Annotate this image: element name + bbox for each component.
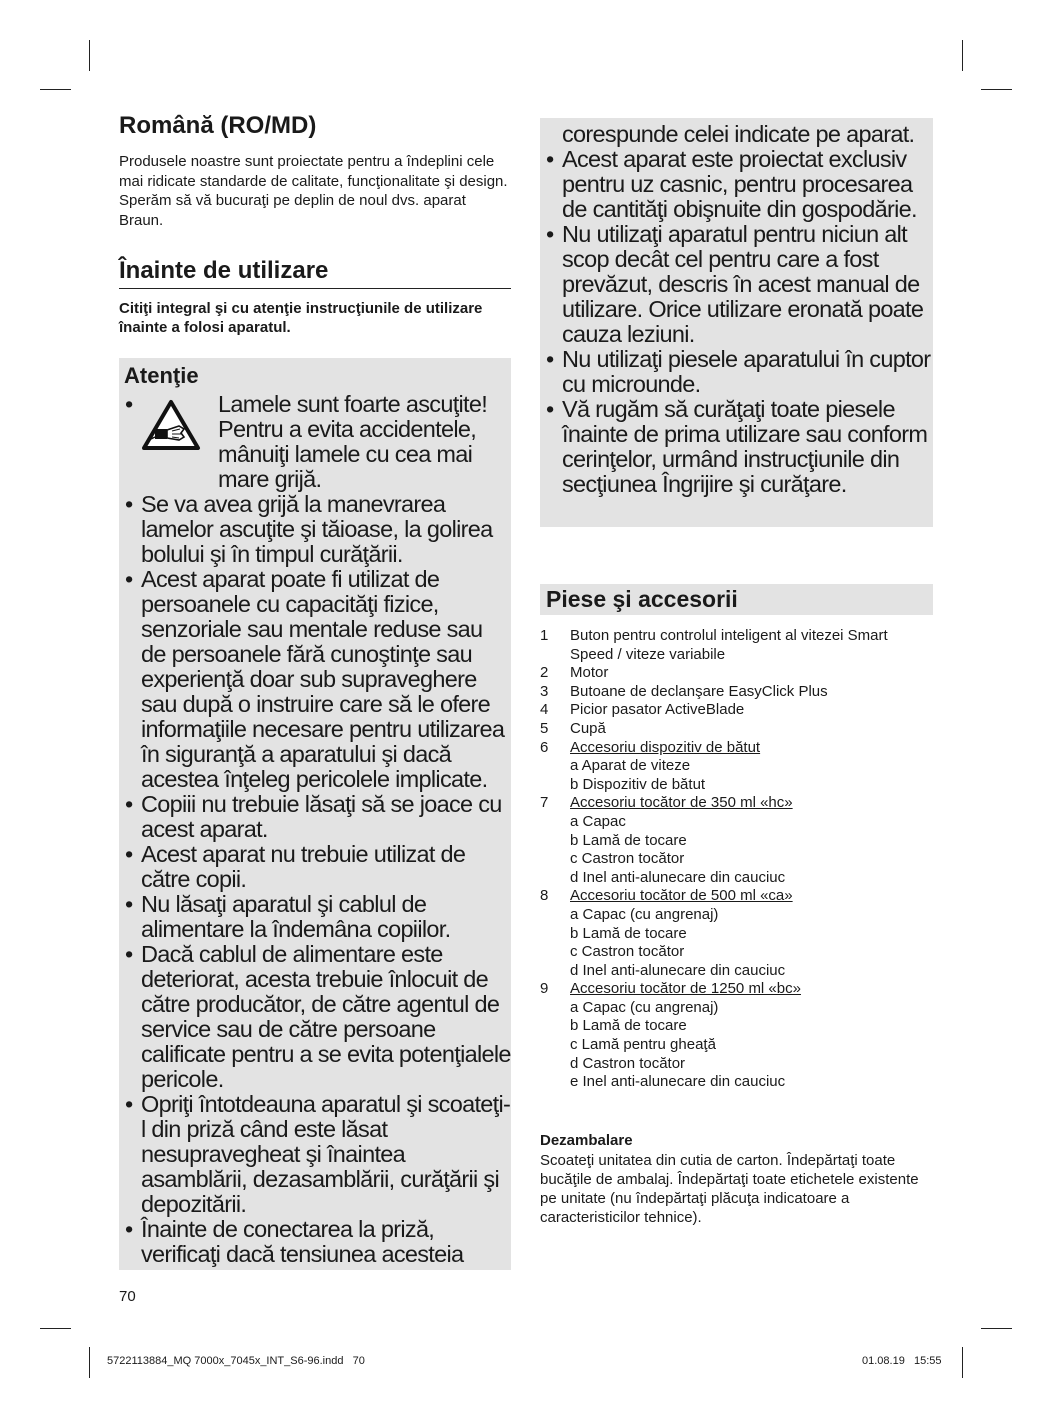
part-label: d Castron tocător (570, 1054, 686, 1072)
part-label: Accesoriu tocător de 350 ml «hc» (570, 794, 793, 812)
crop-mark (981, 1328, 1012, 1329)
warning-bullet-text: Copiii nu trebuie lăsaţi să se joace cu acest aparat. (141, 791, 502, 842)
warning-bullet-item (119, 792, 511, 842)
warning-bullet-text: Acest aparat poate fi utilizat de persoanele cu capacităţi fizice, senzoriale sau mentale reduse sau de persoanele fără cunoştinţe sau experienţă doar sub supraveghere sau după o instruire care să le ofere informaţiile necesare pentru utilizarea în siguranţă a aparatului şi dacă acestea înţeleg pericolele implicate. (141, 566, 505, 792)
parts-list-item (540, 1073, 940, 1092)
part-number (540, 869, 570, 888)
part-label: b Lamă de tocare (570, 924, 687, 942)
crop-mark (89, 40, 90, 71)
bullet-dot: • (125, 941, 133, 967)
part-label: Motor (570, 664, 609, 682)
parts-list-item (540, 701, 940, 720)
part-number (540, 925, 570, 944)
parts-list-item (540, 664, 940, 683)
warning-bullet-text: Dacă cablul de alimentare este deteriorat, acesta trebuie înlocuit de către producător, de către agentul de service sau de către persoane calificate pentru a se evita potenţialele pericole. (141, 941, 511, 1092)
warning-box-continued (540, 118, 933, 527)
warning-bullet-item (119, 1092, 511, 1217)
parts-list-item (540, 1036, 940, 1055)
part-label: c Castron tocător (570, 943, 685, 961)
parts-list-item (540, 720, 940, 739)
part-label: Cupă (570, 719, 606, 737)
parts-list-item (540, 999, 940, 1018)
warning-continued-text: corespunde celei indicate pe aparat. (562, 121, 915, 147)
bullet-dot: • (125, 391, 133, 417)
parts-list-item (540, 869, 940, 888)
page-number: 70 (119, 1288, 136, 1305)
part-number: 3 (540, 682, 549, 700)
part-number: 4 (540, 701, 549, 719)
warning-bullet-text: Nu lăsaţi aparatul şi cablul de alimentare la îndemâna copiilor. (141, 891, 451, 942)
parts-list-item (540, 813, 940, 832)
warning-box (119, 358, 511, 1270)
part-number (540, 906, 570, 925)
unpacking-text: Scoateţi unitatea din cutia de carton. Îndepărtaţi toate bucăţile de ambalaj. Îndepărtaţi toate etichetele existente pe unitate (nu îndepărtaţi plăcuţa indicatoare a caracteristicilor tehnice). (540, 1152, 919, 1226)
bullet-dot: • (125, 891, 133, 917)
part-number: 7 (540, 794, 549, 812)
part-label: c Castron tocător (570, 850, 685, 868)
parts-list-item (540, 627, 940, 646)
parts-list-item (540, 646, 940, 665)
part-number: 1 (540, 627, 549, 644)
part-label: c Lamă pentru gheaţă (570, 1036, 716, 1054)
part-label: d Inel anti-alunecare din cauciuc (570, 961, 786, 979)
part-number (540, 850, 570, 869)
part-label: Accesoriu tocător de 500 ml «ca» (570, 887, 793, 905)
part-label: b Lamă de tocare (570, 1017, 687, 1035)
warning-bullet-item (119, 892, 511, 942)
part-number (540, 1073, 570, 1092)
part-number: 2 (540, 664, 549, 682)
part-number (540, 1036, 570, 1055)
bullet-dot: • (125, 1091, 133, 1117)
part-label: Accesoriu dispozitiv de bătut (570, 738, 761, 756)
warning-bullet-text: Se va avea grijă la manevrarea lamelor ascuţite şi tăioase, la golirea bolului şi în timpul curăţării. (141, 491, 493, 567)
part-number (540, 776, 570, 795)
part-label: d Inel anti-alunecare din cauciuc (570, 868, 786, 886)
part-label: b Dispozitiv de bătut (570, 775, 706, 793)
part-label: Buton pentru controlul inteligent al vitezei Smart (570, 627, 888, 644)
part-label: Butoane de declanşare EasyClick Plus (570, 682, 828, 700)
part-label: b Lamă de tocare (570, 831, 687, 849)
part-number (540, 832, 570, 851)
parts-list-item (540, 850, 940, 869)
warning-bullet-text: Vă rugăm să curăţaţi toate piesele înainte de prima utilizare sau conform cerinţelor, urmând instrucţiunile din secţiunea Îngrijire şi curăţare. (562, 396, 928, 497)
bullet-dot: • (125, 791, 133, 817)
warning-list (119, 492, 511, 1267)
warning-title: Atenţie (124, 363, 199, 388)
part-number (540, 962, 570, 981)
parts-list (540, 627, 940, 1092)
parts-list-item (540, 794, 940, 813)
parts-list-item (540, 1017, 940, 1036)
bullet-dot: • (125, 491, 133, 517)
parts-list-item (540, 906, 940, 925)
warning-bullet-item (119, 1217, 511, 1267)
bullet-dot: • (125, 841, 133, 867)
parts-list-item (540, 776, 940, 795)
part-label: a Capac (cu angrenaj) (570, 998, 719, 1016)
part-number (540, 1055, 570, 1074)
part-number: 9 (540, 980, 549, 998)
part-label: a Capac (cu angrenaj) (570, 905, 719, 923)
bullet-dot: • (125, 566, 133, 592)
part-number (540, 757, 570, 776)
parts-list-item (540, 757, 940, 776)
bullet-dot: • (125, 1216, 133, 1242)
warning-bullet-item (540, 397, 933, 497)
crop-mark (962, 1347, 963, 1378)
part-number (540, 999, 570, 1018)
crop-mark (40, 1328, 71, 1329)
parts-list-item (540, 943, 940, 962)
parts-list-item (540, 1055, 940, 1074)
bullet-dot: • (546, 396, 554, 422)
parts-list-item (540, 683, 940, 702)
warning-bullet-text: Lamele sunt foarte ascuţite! Pentru a evita accidentele, mânuiţi lamele cu cea mai mare grijă. (218, 391, 488, 492)
page-title: Română (RO/MD) (119, 112, 317, 139)
parts-list-item (540, 832, 940, 851)
warning-bullet-text: Nu utilizaţi aparatul pentru niciun alt scop decât cel pentru care a fost prevăzut, descris în acest manual de utilizare. Orice utilizare eronată poate cauza leziuni. (562, 221, 924, 347)
part-label: a Aparat de viteze (570, 757, 691, 775)
warning-bullet-text: Nu utilizaţi piesele aparatului în cuptor cu microunde. (562, 346, 931, 397)
warning-bullet-text: Înainte de conectarea la priză, verificaţi dacă tensiunea acesteia (141, 1216, 464, 1267)
crop-mark (89, 1347, 90, 1378)
warning-bullet-text: Opriţi întotdeauna aparatul şi scoateţi-l din priză când este lăsat nesupravegheat şi înaintea asamblării, dezasamblării, curăţării şi depozitării. (141, 1091, 511, 1217)
part-label: Accesoriu tocător de 1250 ml «bc» (570, 980, 801, 998)
warning-bullet-item (540, 147, 933, 222)
warning-bullet-item (119, 567, 511, 792)
part-label: a Capac (570, 812, 626, 830)
read-instructions-note: Citiţi integral şi cu atenţie instrucţiunile de utilizare înainte a folosi aparatul. (119, 300, 483, 336)
warning-bullet-item (540, 347, 933, 397)
parts-list-item (540, 980, 940, 999)
warning-bullet-text: Acest aparat nu trebuie utilizat de către copii. (141, 841, 466, 892)
intro-paragraph: Produsele noastre sunt proiectate pentru a îndeplini cele mai ridicate standarde de calitate, funcţionalitate şi design. Sperăm să vă bucuraţi pe deplin de noul dvs. aparat Braun. (119, 153, 508, 229)
section-heading-before-use: Înainte de utilizare (119, 257, 511, 289)
parts-list-item (540, 887, 940, 906)
part-number: 6 (540, 738, 549, 756)
part-label: Speed / viteze variabile (570, 645, 726, 663)
warning-bullet-item (119, 492, 511, 567)
part-number (540, 943, 570, 962)
parts-list-item (540, 925, 940, 944)
part-number: 5 (540, 719, 549, 737)
warning-bullet-item (540, 222, 933, 347)
warning-bullet-item (119, 942, 511, 1092)
part-label: Picior pasator ActiveBlade (570, 701, 745, 719)
bullet-dot: • (546, 346, 554, 372)
part-number: 8 (540, 887, 549, 905)
warning-bullet-item (119, 842, 511, 892)
section-heading-parts: Piese şi accesorii (546, 586, 738, 612)
footer-file-info: 5722113884_MQ 7000x_7045x_INT_S6-96.indd 70 (107, 1355, 365, 1367)
footer-date: 01.08.19 15:55 (862, 1355, 942, 1367)
crop-mark (962, 40, 963, 71)
parts-list-item (540, 739, 940, 758)
part-number (540, 646, 570, 665)
bullet-dot: • (546, 221, 554, 247)
bullet-dot: • (546, 146, 554, 172)
warning-bullet-blades (119, 392, 511, 492)
part-number (540, 1017, 570, 1036)
parts-list-item (540, 962, 940, 981)
unpacking-title: Dezambalare (540, 1132, 633, 1149)
crop-mark (40, 89, 71, 90)
crop-mark (981, 89, 1012, 90)
hand-blade-warning-icon (141, 399, 201, 451)
part-label: e Inel anti-alunecare din cauciuc (570, 1073, 786, 1091)
warning-list-continued (540, 122, 933, 497)
warning-bullet-text: Acest aparat este proiectat exclusiv pentru uz casnic, pentru procesarea de cantităţi obişnuite din gospodărie. (562, 146, 917, 222)
part-number (540, 813, 570, 832)
parts-heading-box (540, 584, 933, 615)
